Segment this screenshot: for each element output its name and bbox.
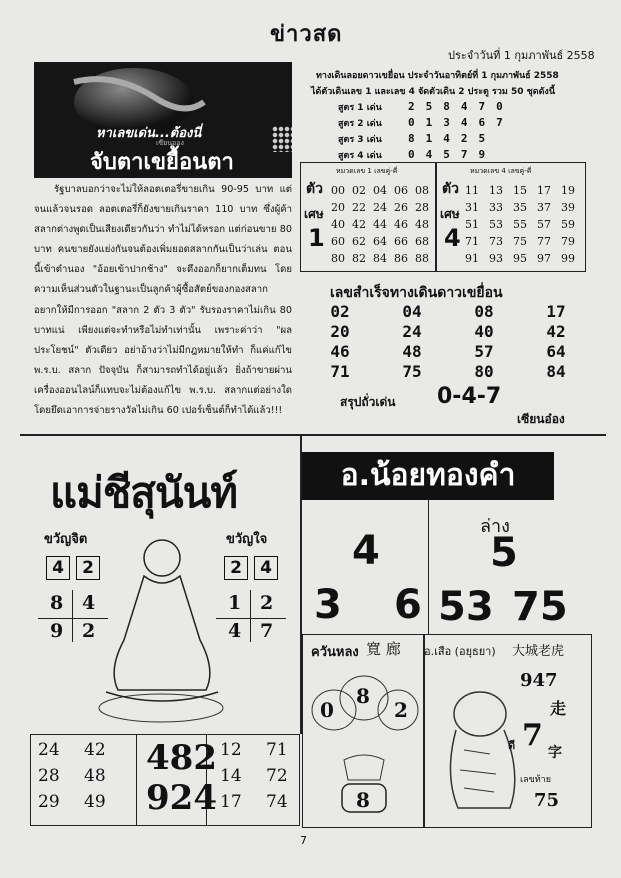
result-number: 46 <box>330 342 350 361</box>
boxed-digit: 2 <box>224 556 248 580</box>
bottom-number: 29 <box>38 792 60 812</box>
kwan-chinese-label: 寬 廊 <box>366 640 401 658</box>
group-cell: 53 <box>489 218 503 231</box>
sua-di-label: ดี <box>508 739 516 752</box>
group-cell: 13 <box>489 184 503 197</box>
group-cell: 68 <box>415 235 429 248</box>
result-number: 24 <box>402 322 422 341</box>
formula-row: สูตร 3 เด่น 81425 <box>338 132 497 145</box>
group-cell: 22 <box>352 201 366 214</box>
info-line2: ได้ตัวเดินเลข 1 และเลข 4 จัดตัวเดิน 2 ประตู รวม 50 ชุดดังนี้ <box>311 87 555 97</box>
bottom-number: 17 <box>220 792 242 812</box>
result-number: 64 <box>546 342 566 361</box>
ajarn-title: อ.น้อยทองคำ <box>302 452 554 500</box>
group-cell: 75 <box>513 235 527 248</box>
group-cell: 46 <box>394 218 408 231</box>
group-cell: 86 <box>394 252 408 265</box>
group-cell: 37 <box>537 201 551 214</box>
grid-line <box>216 618 286 619</box>
mae-number: 4 <box>82 592 96 614</box>
group-cell: 79 <box>561 235 575 248</box>
upper-number: 4 <box>352 528 380 574</box>
mae-number: 8 <box>50 592 64 614</box>
issue-date: ประจำวันที่ 1 กุมภาพันธ์ 2558 <box>448 49 595 62</box>
group-cell: 04 <box>373 184 387 197</box>
kwan-number: 2 <box>394 698 408 722</box>
big-number: 924 <box>146 778 217 818</box>
group-cell: 08 <box>415 184 429 197</box>
article-body: รัฐบาลบอกว่าจะไม่ให้ลอตเตอรี่ขายเกิน 90-95 บาท แต่จนแล้วจนรอด ลอตเตอรี่ก็ยังขายเกินราคา 110 บาท ซึ่งผู้ค้าสลากต่างพูดเป็นเสียงเดียวกันว่า ทำไม่ได้หรอก แต่ก่อนขาย 80 บาท คนขายยังแย่งกันจนต้องเพิ่มยอดสลากกันเป็นว่าเล่น ตอนนี้เข้าตำนอง "อ้อยเข้าปากช้าง" จะดึงออกก็ยากเต็มทน โดยความเห็นส่วนตัวในฐานะเป็นลูกค้าผู้ซื้อสัตย์ของกองสลาก อยากให้มีการออก "สลาก 2 ตัว 3 ตัว" รับรองราคาไม่เกิน 80 บาทแน่ เพียงแต่จะทำหรือไม่ทำเท่านั้น เพราะค่าว่า "ผลประโยชน์" ตัวเดียว อย่าอ้างว่าไม่มีกฎหมายให้ทำ ก็แค่แก้ไข พ.ร.บ. สลาก ปัจจุบัน ก็สามารถทำได้อยู่แล้ว ยิ่งถ้าขายผ่านเครื่องออนไลน์ก็แทบจะไม่ต้องแก้ไข พ.ร.บ. สลากแต่อย่างใด โดยยึดเอาการจ่ายรางวัลไม่เกิน 60 เปอร์เซ็นต์ก็ทำได้แล้ว!!! <box>34 184 292 417</box>
bottom-number: 24 <box>38 740 60 760</box>
big-number: 482 <box>146 738 217 778</box>
group-cell: 80 <box>331 252 345 265</box>
result-number: 02 <box>330 302 350 321</box>
right-label: ขวัญใจ <box>226 532 268 547</box>
kwan-long-label: ควันหลง <box>311 645 359 660</box>
left-label: ขวัญจิต <box>44 532 88 547</box>
mae-number: 1 <box>228 592 242 614</box>
lower-label: ล่าง <box>480 516 510 537</box>
bottom-number: 28 <box>38 766 60 786</box>
group-cell: 60 <box>331 235 345 248</box>
group-cell: 44 <box>373 218 387 231</box>
formula-row: สูตร 2 เด่น 013467 <box>338 116 514 129</box>
group-cell: 84 <box>373 252 387 265</box>
sua-chinese-char: 字 <box>548 745 562 761</box>
group-cell: 42 <box>352 218 366 231</box>
bottom-number: 12 <box>220 740 242 760</box>
group-cell: 17 <box>537 184 551 197</box>
result-number: 20 <box>330 322 350 341</box>
result-number: 48 <box>402 342 422 361</box>
sua-chinese-char: 走 <box>550 699 567 718</box>
ajarn-sua-chinese: 大城老虎 <box>512 644 565 659</box>
group-cell: 40 <box>331 218 345 231</box>
kwan-number: 0 <box>320 698 334 722</box>
banner-subtitle: เซียนออง <box>156 139 184 147</box>
group-cell: 35 <box>513 201 527 214</box>
mae-number: 2 <box>82 620 96 642</box>
ajarn-sua-label: อ.เสือ (อยุธยา) <box>424 645 496 658</box>
dots-decoration <box>272 126 292 152</box>
mae-number: 4 <box>228 620 242 642</box>
formula-row: สูตร 4 เด่น 04579 <box>338 148 497 161</box>
bottom-number: 71 <box>266 740 288 760</box>
group-cell: 91 <box>465 252 479 265</box>
sua-number: 947 <box>520 670 558 691</box>
result-number: 84 <box>546 362 566 381</box>
bottom-number: 48 <box>84 766 106 786</box>
group-header: หมวดเลข 1 เลขคู่-คี่ <box>336 167 398 175</box>
group-cell: 82 <box>352 252 366 265</box>
sua-number: 75 <box>534 790 560 811</box>
group-digit: 1 <box>308 224 325 252</box>
sua-number: 7 <box>522 718 543 753</box>
grid-line <box>136 734 137 826</box>
mae-number: 7 <box>260 620 274 642</box>
group-cell: 20 <box>331 201 345 214</box>
group-cell: 28 <box>415 201 429 214</box>
group-cell: 33 <box>489 201 503 214</box>
group-cell: 88 <box>415 252 429 265</box>
summary-value: 0-4-7 <box>437 384 502 409</box>
sua-tail-label: เลขท้าย <box>520 775 552 785</box>
results-title: เลขสำเร็จทางเดินดาวเขยื่อน <box>330 285 503 301</box>
author-name: เซียนอ๋อง <box>517 412 565 426</box>
boxed-digit: 4 <box>254 556 278 580</box>
mae-number: 2 <box>260 592 274 614</box>
bottom-number: 42 <box>84 740 106 760</box>
lower-number: 53 <box>438 584 494 630</box>
group-cell: 62 <box>352 235 366 248</box>
lower-number: 75 <box>512 584 568 630</box>
group-cell: 64 <box>373 235 387 248</box>
info-line1: ทางเดินลอยดาวเขยื่อน ประจำวันอาทิตย์ที่ 1 กุมภาพันธ์ 2558 <box>316 71 559 81</box>
group-cell: 73 <box>489 235 503 248</box>
grid-line <box>72 590 73 642</box>
result-number: 57 <box>474 342 494 361</box>
group-cell: 66 <box>394 235 408 248</box>
group-cell: 71 <box>465 235 479 248</box>
boxed-digit: 2 <box>76 556 100 580</box>
result-number: 71 <box>330 362 350 381</box>
result-number: 42 <box>546 322 566 341</box>
column-banner <box>34 62 292 178</box>
group-cell: 15 <box>513 184 527 197</box>
publication-logo: ข่าวสด <box>270 22 343 47</box>
summary-label: สรุปถั่วเด่น <box>340 395 396 409</box>
group-cell: 26 <box>394 201 408 214</box>
kwan-number: 8 <box>356 788 370 812</box>
group-cell: 57 <box>537 218 551 231</box>
group-cell: 06 <box>394 184 408 197</box>
group-cell: 11 <box>465 184 479 197</box>
group-cell: 93 <box>489 252 503 265</box>
group-cell: 55 <box>513 218 527 231</box>
result-number: 17 <box>546 302 566 321</box>
meditating-monk-illustration <box>96 520 226 725</box>
mae-chee-title: แม่ชีสุนันท์ <box>50 468 238 517</box>
group-label-bottom: เศษ <box>440 207 460 221</box>
group-cell: 00 <box>331 184 345 197</box>
bottom-number: 72 <box>266 766 288 786</box>
result-number: 75 <box>402 362 422 381</box>
banner-title-small: หาเลขเด่น...ต้องนี่ <box>96 126 202 141</box>
group-digit: 4 <box>444 224 461 252</box>
group-cell: 51 <box>465 218 479 231</box>
group-cell: 02 <box>352 184 366 197</box>
result-number: 80 <box>474 362 494 381</box>
grid-line <box>428 500 429 634</box>
result-number: 04 <box>402 302 422 321</box>
lower-number: 5 <box>490 530 518 576</box>
group-cell: 31 <box>465 201 479 214</box>
bottom-number: 74 <box>266 792 288 812</box>
grid-line <box>250 590 251 642</box>
result-number: 40 <box>474 322 494 341</box>
upper-number: 3 <box>314 582 342 628</box>
group-header: หมวดเลข 4 เลขคู่-คี่ <box>470 167 532 175</box>
result-number: 08 <box>474 302 494 321</box>
banner-title-big: จับตาเขยื้อนตา <box>90 150 234 175</box>
group-cell: 95 <box>513 252 527 265</box>
group-cell: 99 <box>561 252 575 265</box>
boxed-digit: 4 <box>46 556 70 580</box>
bottom-number: 14 <box>220 766 242 786</box>
group-label-top: ตัว <box>306 181 323 197</box>
group-cell: 48 <box>415 218 429 231</box>
upper-number: 6 <box>394 582 422 628</box>
formula-row: สูตร 1 เด่น 258470 <box>338 100 514 113</box>
group-cell: 24 <box>373 201 387 214</box>
group-cell: 97 <box>537 252 551 265</box>
kwan-number: 8 <box>356 684 370 708</box>
bottom-number: 49 <box>84 792 106 812</box>
group-cell: 19 <box>561 184 575 197</box>
group-cell: 59 <box>561 218 575 231</box>
group-label-top: ตัว <box>442 181 459 197</box>
mae-number: 9 <box>50 620 64 642</box>
group-cell: 39 <box>561 201 575 214</box>
group-cell: 77 <box>537 235 551 248</box>
group-label-bottom: เศษ <box>304 207 324 221</box>
section-divider <box>20 434 606 436</box>
page-number: 7 <box>300 834 307 847</box>
